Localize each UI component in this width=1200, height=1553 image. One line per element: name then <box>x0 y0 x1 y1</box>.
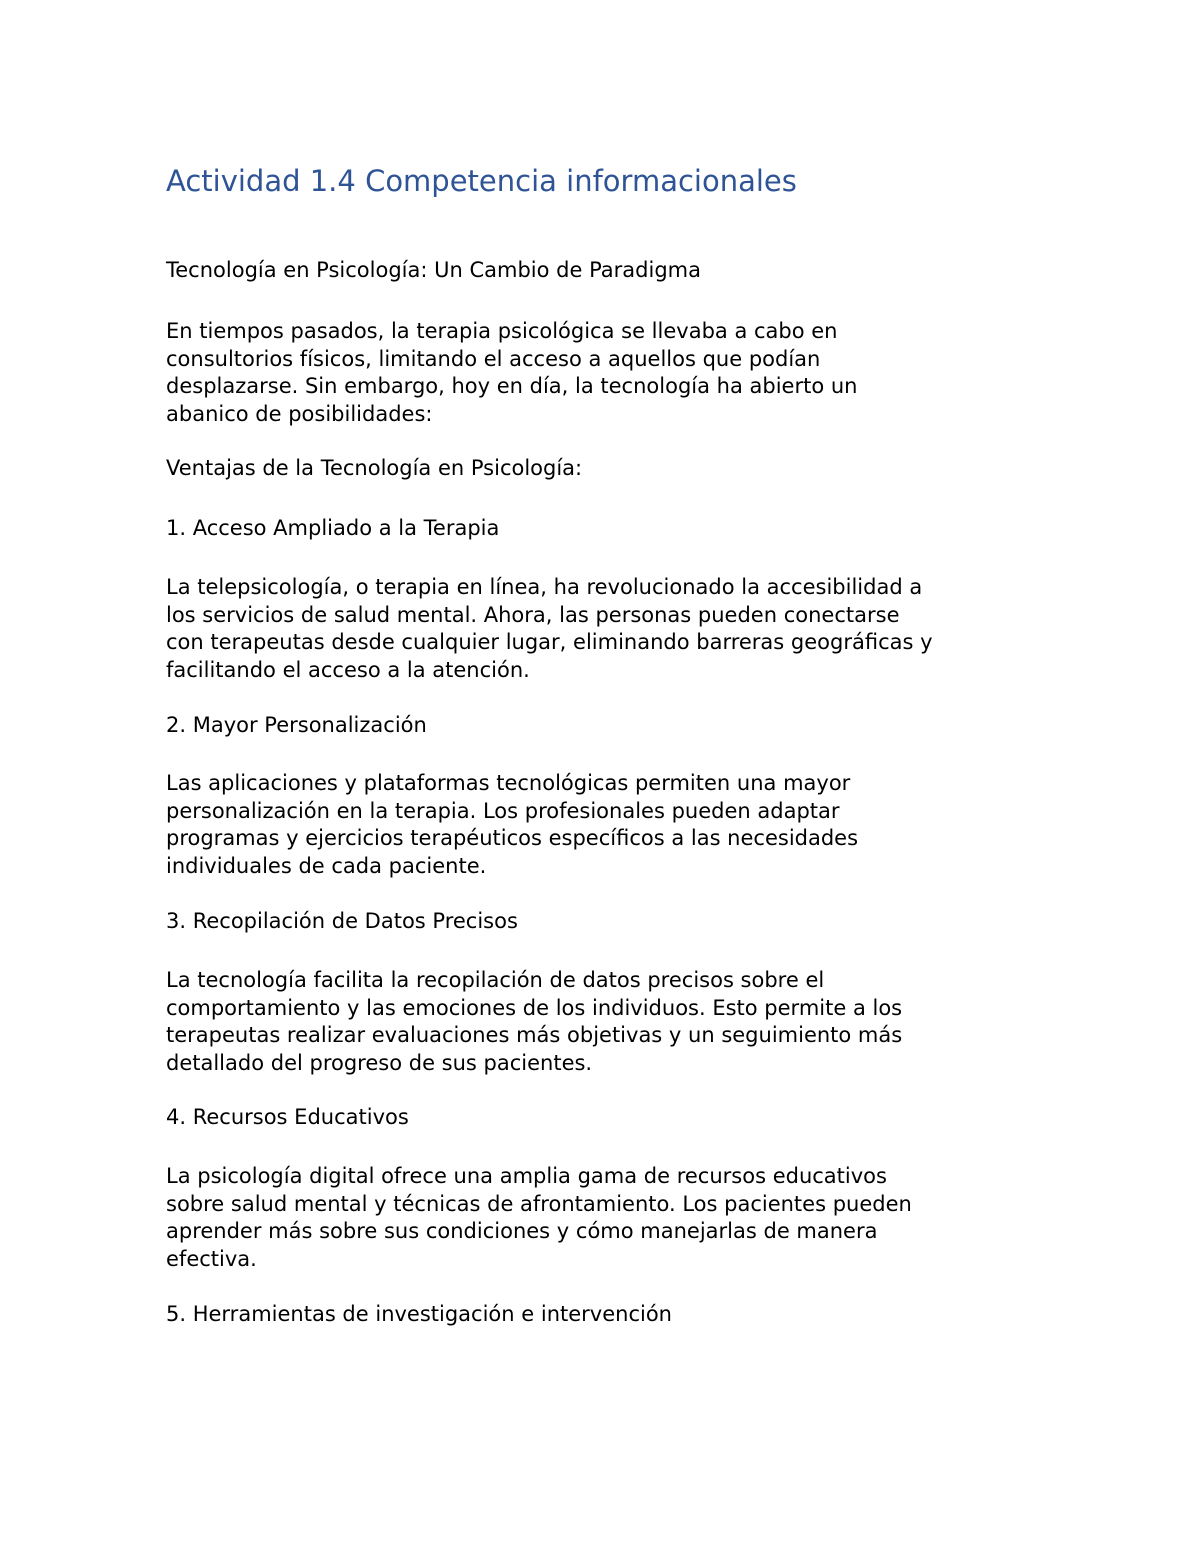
document-title: Actividad 1.4 Competencia informacionales <box>166 164 797 198</box>
section-1-heading: 1. Acceso Ampliado a la Terapia <box>166 516 500 540</box>
advantages-heading: Ventajas de la Tecnología en Psicología: <box>166 456 583 480</box>
section-2-body: Las aplicaciones y plataformas tecnológicas permiten una mayor personalización en la terapia. Los profesionales pueden adaptar programas y ejercicios terapéuticos específicos a las necesidades individuales de cada paciente. <box>166 771 859 879</box>
section-1-body: La telepsicología, o terapia en línea, ha revolucionado la accesibilidad a los servicios de salud mental. Ahora, las personas pueden conectarse con terapeutas desde cualquier lugar, eliminando barreras geográficas y facilitando el acceso a la atención. <box>166 575 933 683</box>
section-2-heading: 2. Mayor Personalización <box>166 713 427 737</box>
section-3-body: La tecnología facilita la recopilación de datos precisos sobre el comportamiento y las emociones de los individuos. Esto permite a los terapeutas realizar evaluaciones más objetivas y un seguimiento más detallado del progreso de sus pacientes. <box>166 968 903 1076</box>
section-4-body: La psicología digital ofrece una amplia gama de recursos educativos sobre salud mental y técnicas de afrontamiento. Los pacientes pueden aprender más sobre sus condiciones y cómo manejarlas de manera efectiva. <box>166 1164 912 1272</box>
section-4-heading: 4. Recursos Educativos <box>166 1105 409 1129</box>
intro-paragraph: En tiempos pasados, la terapia psicológica se llevaba a cabo en consultorios físicos, limitando el acceso a aquellos que podían desplazarse. Sin embargo, hoy en día, la tecnología ha abierto un abanico de posibilidades: <box>166 319 858 427</box>
section-3-heading: 3. Recopilación de Datos Precisos <box>166 909 518 933</box>
document-subtitle: Tecnología en Psicología: Un Cambio de Paradigma <box>166 258 701 282</box>
section-5-heading: 5. Herramientas de investigación e intervención <box>166 1302 672 1326</box>
